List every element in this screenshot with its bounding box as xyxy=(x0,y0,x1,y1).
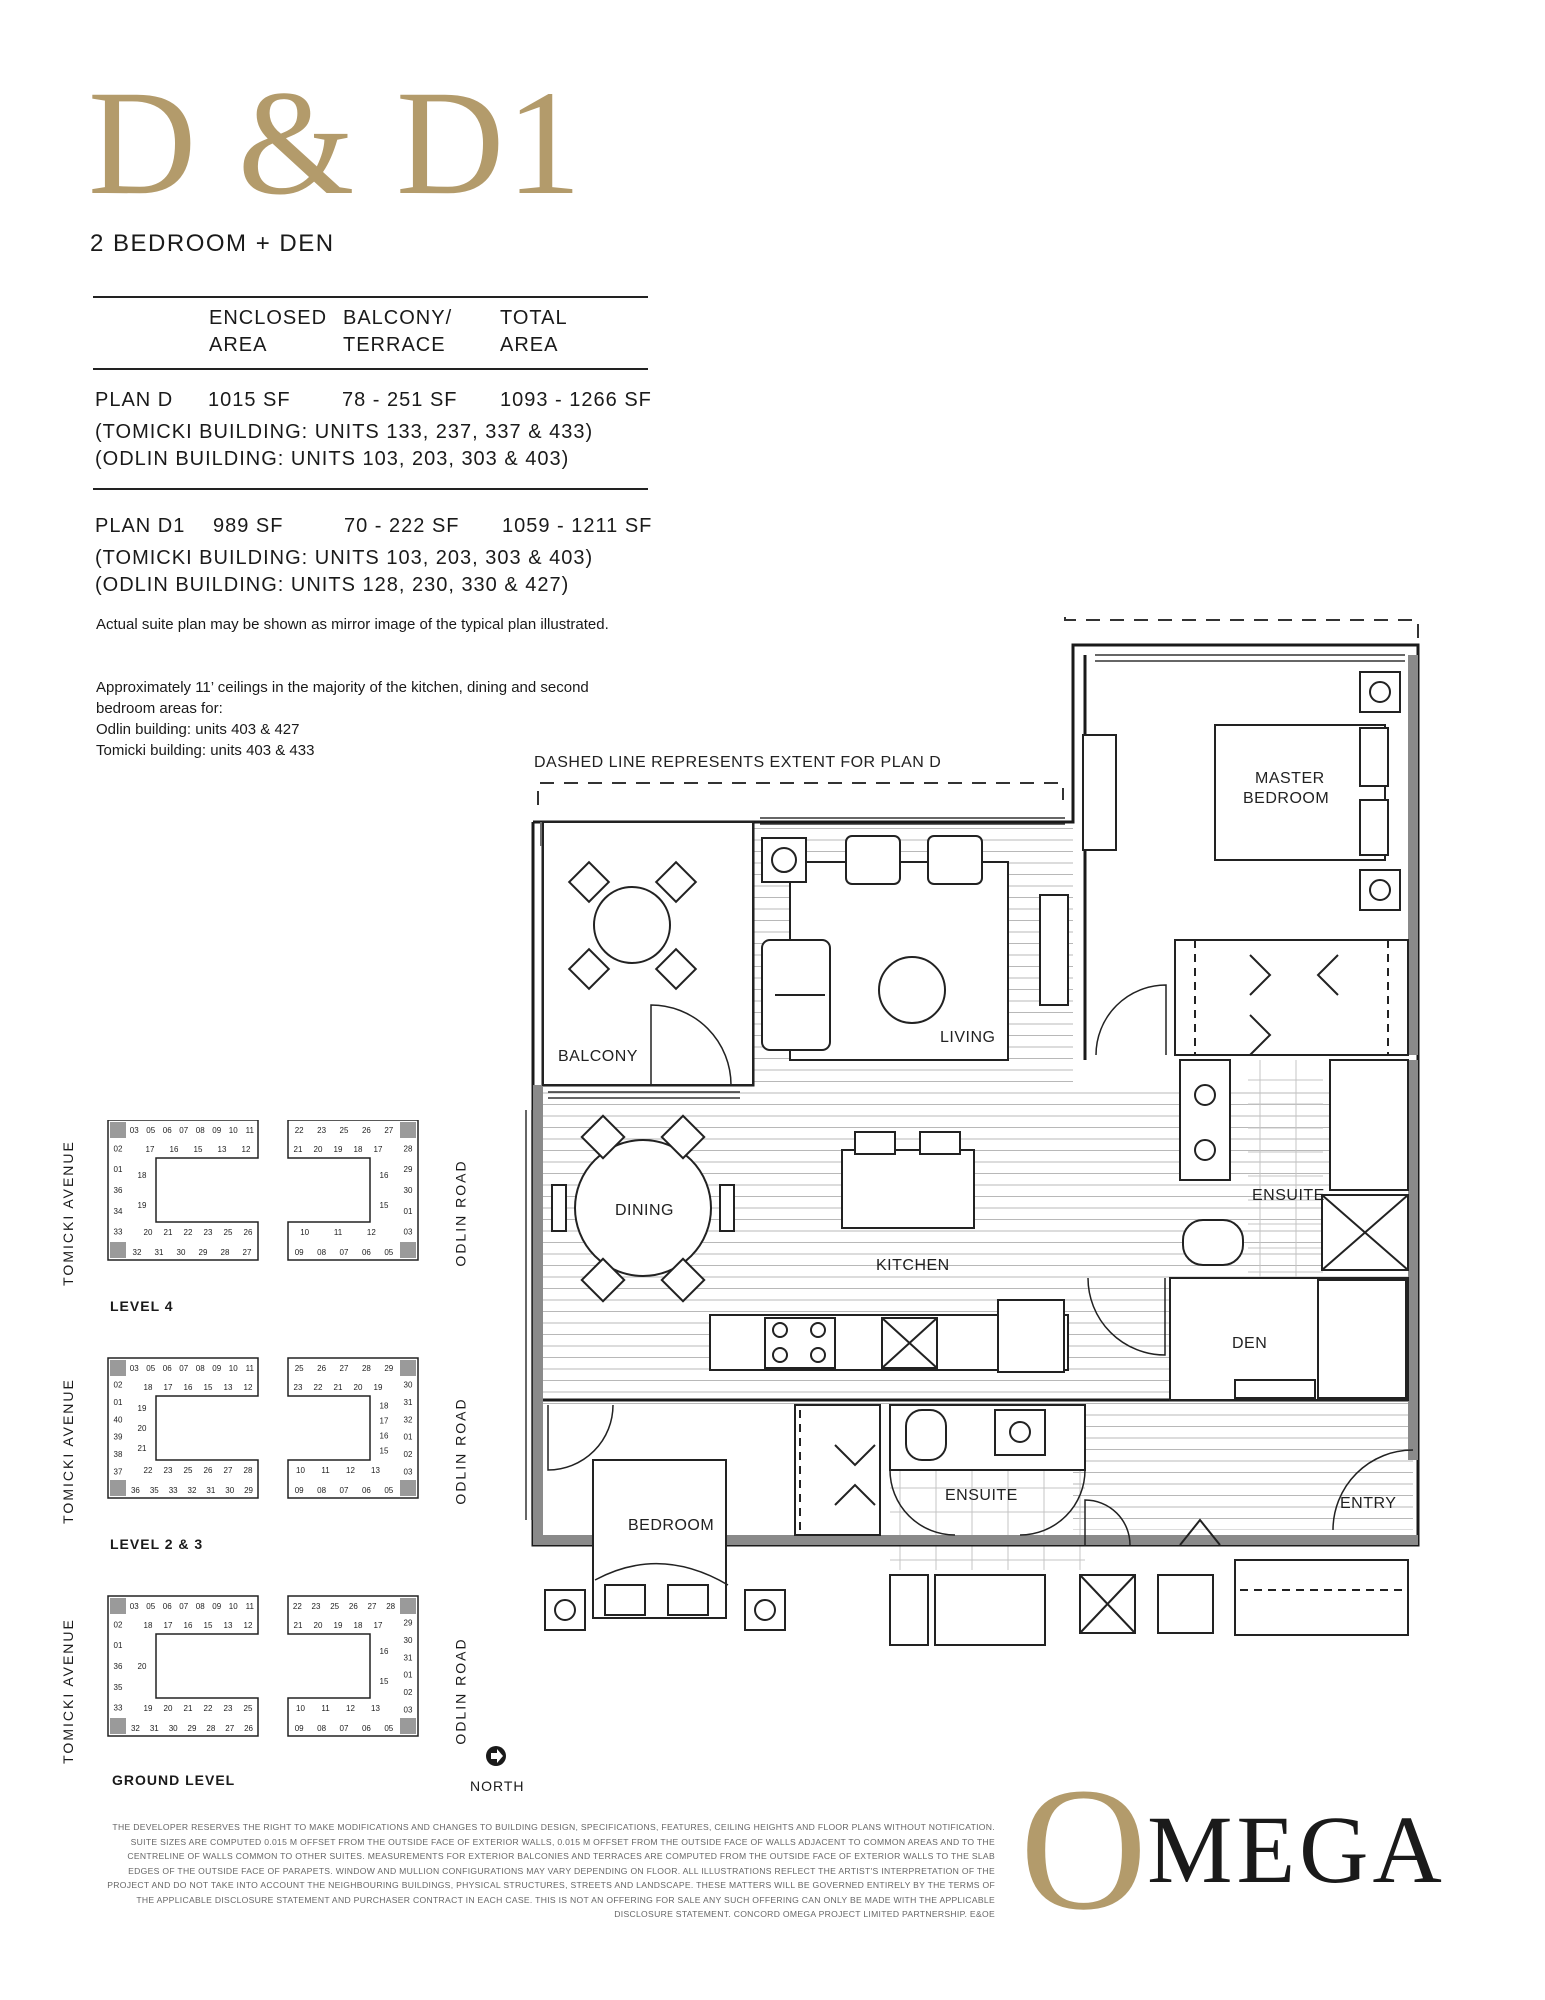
keyplan-building-left xyxy=(108,1120,258,1260)
keyplan-unit-number: 20 xyxy=(143,1228,153,1237)
keyplan-unit-number: 18 xyxy=(379,1401,389,1411)
keyplan-corner-unit xyxy=(110,1598,126,1614)
keyplan-corner-unit xyxy=(400,1598,416,1614)
plan-subtitle: 2 BEDROOM + DEN xyxy=(90,230,335,257)
plan-d-enclosed: 1015 SF xyxy=(208,389,291,411)
column-header-total: TOTAL AREA xyxy=(500,307,568,356)
keyplan-unit-number: 29 xyxy=(384,1364,394,1373)
keyplan-unit-number: 25 xyxy=(243,1704,253,1713)
street-label-odlin-ground: ODLIN ROAD xyxy=(452,1637,469,1745)
keyplan-unit-number: 23 xyxy=(317,1126,327,1135)
room-master-bedroom-line1: MASTER xyxy=(1255,770,1325,787)
keyplan-unit-number: 10 xyxy=(300,1228,310,1237)
keyplan-unit-number: 31 xyxy=(403,1398,413,1407)
plan-title: D & D1 xyxy=(88,60,584,226)
keyplan-unit-number: 22 xyxy=(183,1228,193,1237)
keyplan-unit-number: 09 xyxy=(294,1486,304,1495)
room-balcony: BALCONY xyxy=(558,1048,638,1065)
dashed-line-note: DASHED LINE REPRESENTS EXTENT FOR PLAN D xyxy=(534,754,942,771)
keyplan-unit-number: 16 xyxy=(379,1171,389,1180)
room-living: LIVING xyxy=(940,1029,996,1046)
keyplan-unit-number: 02 xyxy=(113,1380,123,1390)
master-closets xyxy=(1175,940,1408,1055)
keyplan-unit-number: 26 xyxy=(361,1126,371,1135)
room-kitchen: KITCHEN xyxy=(876,1257,950,1274)
plan-d-units-tomicki: (TOMICKI BUILDING: UNITS 133, 237, 337 & 433) xyxy=(95,421,594,443)
laundry xyxy=(1080,1560,1408,1635)
keyplan-unit-number: 37 xyxy=(113,1467,123,1477)
keyplan-unit-number: 38 xyxy=(113,1450,123,1459)
keyplan-unit-number: 28 xyxy=(206,1724,216,1733)
keyplan-unit-number: 11 xyxy=(333,1228,343,1237)
keyplan-unit-number: 12 xyxy=(243,1621,253,1630)
keyplan-corner-unit xyxy=(110,1242,126,1258)
keyplan-unit-number: 05 xyxy=(146,1126,156,1135)
keyplan-unit-number: 10 xyxy=(296,1704,305,1713)
keyplan-building-left xyxy=(108,1596,258,1736)
plan-d-total: 1093 - 1266 SF xyxy=(500,389,652,411)
keyplan-unit-number: 17 xyxy=(163,1621,173,1630)
keyplan-unit-number: 12 xyxy=(243,1383,253,1392)
keyplan-unit-number: 02 xyxy=(113,1620,123,1630)
keyplan-unit-number: 27 xyxy=(367,1602,377,1611)
keyplan-unit-number: 22 xyxy=(143,1466,153,1475)
keyplan-unit-number: 30 xyxy=(403,1186,413,1195)
keyplan-unit-number: 12 xyxy=(366,1228,376,1237)
plan-d1-balcony: 70 - 222 SF xyxy=(344,515,460,537)
keyplan-unit-number: 01 xyxy=(113,1165,123,1175)
keyplan-unit-number: 03 xyxy=(129,1602,139,1611)
keyplan-unit-number: 07 xyxy=(339,1486,349,1495)
master-bedroom-furniture xyxy=(1083,672,1400,910)
keyplan-unit-number: 23 xyxy=(163,1466,173,1475)
keyplan-unit-number: 33 xyxy=(168,1486,178,1495)
keyplan-corner-unit xyxy=(400,1480,416,1496)
keyplan-unit-number: 10 xyxy=(228,1602,238,1611)
plan-d1-units-odlin: (ODLIN BUILDING: UNITS 128, 230, 330 & 427) xyxy=(95,574,570,596)
keyplan-unit-number: 29 xyxy=(244,1486,254,1495)
plan-d1-units-tomicki: (TOMICKI BUILDING: UNITS 103, 203, 303 & 403) xyxy=(95,547,594,569)
keyplan-unit-number: 26 xyxy=(317,1364,327,1373)
keyplan-unit-number: 26 xyxy=(203,1466,213,1475)
plan-d1-total: 1059 - 1211 SF xyxy=(502,515,653,537)
keyplan-unit-number: 25 xyxy=(183,1466,193,1475)
keyplan-unit-number: 11 xyxy=(245,1602,254,1611)
keyplan-unit-number: 05 xyxy=(146,1602,156,1611)
keyplan-unit-number: 15 xyxy=(379,1677,389,1686)
room-den: DEN xyxy=(1232,1335,1268,1352)
keyplan-unit-number: 29 xyxy=(403,1618,413,1628)
room-master-bedroom-line2: BEDROOM xyxy=(1243,790,1330,807)
keyplan-unit-number: 19 xyxy=(137,1404,147,1413)
keyplan-unit-number: 11 xyxy=(245,1126,254,1135)
keyplan-unit-number: 09 xyxy=(212,1364,222,1373)
keyplan-unit-number: 27 xyxy=(225,1724,235,1733)
keyplan-unit-number: 20 xyxy=(137,1424,147,1433)
keyplan-unit-number: 15 xyxy=(203,1621,213,1630)
keyplan-unit-number: 07 xyxy=(179,1364,189,1373)
keyplan-unit-number: 27 xyxy=(384,1126,394,1135)
logo-wordmark: MEGA xyxy=(1147,1796,1446,1903)
keyplan-unit-number: 15 xyxy=(379,1201,389,1210)
keyplan-unit-number: 03 xyxy=(403,1227,413,1237)
street-label-tomicki-level-2-3: TOMICKI AVENUE xyxy=(59,1378,76,1524)
keyplan-unit-number: 17 xyxy=(163,1383,173,1392)
keyplan-unit-number: 30 xyxy=(403,1636,413,1645)
keyplan-corner-unit xyxy=(400,1242,416,1258)
keyplan-unit-number: 15 xyxy=(379,1446,389,1456)
keyplan-unit-number: 13 xyxy=(223,1621,233,1630)
keyplan-caption-ground: GROUND LEVEL xyxy=(112,1772,236,1788)
keyplan-unit-number: 23 xyxy=(223,1704,233,1713)
keyplan-unit-number: 25 xyxy=(223,1228,233,1237)
keyplan-unit-number: 28 xyxy=(220,1248,230,1257)
mirror-note: Actual suite plan may be shown as mirror image of the typical plan illustrated. xyxy=(96,616,609,633)
keyplan-unit-number: 30 xyxy=(176,1248,186,1257)
keyplan-unit-number: 17 xyxy=(373,1621,383,1630)
keyplan-unit-number: 10 xyxy=(228,1126,238,1135)
keyplan-unit-number: 01 xyxy=(403,1206,413,1216)
keyplan-unit-number: 28 xyxy=(386,1602,396,1611)
keyplan-unit-number: 20 xyxy=(353,1383,363,1392)
keyplan-unit-number: 07 xyxy=(179,1126,189,1135)
keyplan-unit-number: 11 xyxy=(245,1364,254,1373)
keyplan-unit-number: 03 xyxy=(403,1705,413,1715)
keyplan-unit-number: 08 xyxy=(317,1248,327,1257)
keyplan-building-right xyxy=(288,1358,418,1498)
keyplan-unit-number: 06 xyxy=(361,1486,371,1495)
keyplan-unit-number: 13 xyxy=(223,1383,233,1392)
keyplan-unit-number: 20 xyxy=(137,1662,147,1671)
keyplan-unit-number: 21 xyxy=(293,1145,303,1154)
master-closet-door xyxy=(1096,985,1166,1055)
keyplan-unit-number: 33 xyxy=(113,1703,123,1713)
keyplan-unit-number: 17 xyxy=(373,1145,383,1154)
keyplan-unit-number: 18 xyxy=(137,1171,147,1180)
room-dining: DINING xyxy=(615,1202,674,1219)
keyplan-unit-number: 11 xyxy=(321,1466,330,1475)
keyplan-unit-number: 16 xyxy=(379,1431,389,1441)
keyplan-unit-number: 13 xyxy=(371,1466,380,1475)
keyplan-unit-number: 01 xyxy=(403,1670,413,1680)
keyplan-corner-unit xyxy=(110,1718,126,1734)
keyplan-unit-number: 16 xyxy=(183,1383,193,1392)
keyplan-unit-number: 13 xyxy=(217,1145,227,1154)
keyplan-unit-number: 18 xyxy=(353,1621,363,1630)
keyplan-unit-number: 16 xyxy=(169,1145,179,1154)
keyplan-unit-number: 22 xyxy=(294,1126,304,1135)
keyplan-unit-number: 33 xyxy=(113,1227,123,1237)
keyplan-unit-number: 23 xyxy=(311,1602,321,1611)
keyplan-unit-number: 29 xyxy=(403,1165,413,1175)
keyplan-unit-number: 27 xyxy=(223,1466,233,1475)
keyplan-building-right xyxy=(288,1596,418,1736)
keyplan-unit-number: 16 xyxy=(183,1621,193,1630)
keyplan-unit-number: 06 xyxy=(162,1126,172,1135)
keyplan-unit-number: 22 xyxy=(313,1383,323,1392)
keyplan-unit-number: 39 xyxy=(113,1432,123,1442)
north-arrow-icon xyxy=(484,1744,508,1768)
keyplan-unit-number: 26 xyxy=(243,1228,253,1237)
keyplan-unit-number: 36 xyxy=(113,1662,123,1671)
keyplan-unit-number: 35 xyxy=(113,1682,123,1692)
keyplan-corner-unit xyxy=(110,1480,126,1496)
keyplan-unit-number: 35 xyxy=(149,1486,159,1495)
keyplan-unit-number: 26 xyxy=(244,1724,254,1733)
keyplan-unit-number: 18 xyxy=(353,1145,363,1154)
key-plans xyxy=(60,1120,480,1800)
street-label-odlin-level-4: ODLIN ROAD xyxy=(452,1159,469,1267)
plan-d1-enclosed: 989 SF xyxy=(213,515,284,537)
keyplan-unit-number: 20 xyxy=(163,1704,173,1713)
keyplan-unit-number: 19 xyxy=(143,1704,153,1713)
keyplan-unit-number: 09 xyxy=(294,1724,304,1733)
keyplan-unit-number: 31 xyxy=(403,1653,413,1663)
keyplan-corner-unit xyxy=(400,1360,416,1376)
room-second-ensuite: ENSUITE xyxy=(945,1487,1018,1504)
keyplan-unit-number: 13 xyxy=(371,1704,380,1713)
keyplan-unit-number: 19 xyxy=(137,1201,147,1210)
keyplan-unit-number: 03 xyxy=(129,1364,139,1373)
keyplan-unit-number: 01 xyxy=(113,1398,123,1407)
keyplan-unit-number: 30 xyxy=(168,1724,178,1733)
keyplan-unit-number: 20 xyxy=(313,1621,323,1630)
keyplan-unit-number: 05 xyxy=(384,1724,394,1733)
keyplan-corner-unit xyxy=(400,1718,416,1734)
keyplan-unit-number: 21 xyxy=(333,1383,343,1392)
logo-initial: O xyxy=(1020,1752,1148,1947)
street-label-tomicki-ground: TOMICKI AVENUE xyxy=(59,1618,76,1764)
keyplan-unit-number: 17 xyxy=(379,1416,389,1426)
keyplan-building-left xyxy=(108,1358,258,1498)
keyplan-unit-number: 05 xyxy=(384,1486,394,1495)
plan-d-balcony: 78 - 251 SF xyxy=(342,389,458,411)
keyplan-unit-number: 18 xyxy=(143,1383,153,1392)
keyplan-unit-number: 01 xyxy=(403,1432,413,1442)
keyplan-unit-number: 21 xyxy=(183,1704,193,1713)
keyplan-unit-number: 07 xyxy=(339,1724,349,1733)
keyplan-unit-number: 10 xyxy=(296,1466,305,1475)
plan-d-units-odlin: (ODLIN BUILDING: UNITS 103, 203, 303 & 403) xyxy=(95,448,570,470)
keyplan-unit-number: 08 xyxy=(195,1602,205,1611)
keyplan-unit-number: 06 xyxy=(162,1364,172,1373)
room-bedroom: BEDROOM xyxy=(628,1517,715,1534)
keyplan-unit-number: 05 xyxy=(384,1248,394,1257)
keyplan-unit-number: 09 xyxy=(212,1126,222,1135)
keyplan-unit-number: 29 xyxy=(187,1724,197,1733)
keyplan-unit-number: 08 xyxy=(195,1364,205,1373)
keyplan-unit-number: 23 xyxy=(293,1383,303,1392)
room-entry: ENTRY xyxy=(1340,1495,1397,1512)
keyplan-unit-number: 02 xyxy=(403,1688,413,1697)
keyplan-unit-number: 06 xyxy=(361,1724,371,1733)
keyplan-unit-number: 19 xyxy=(333,1621,343,1630)
plan-d1-name: PLAN D1 xyxy=(95,515,186,537)
keyplan-unit-number: 32 xyxy=(403,1415,413,1425)
keyplan-unit-number: 19 xyxy=(373,1383,383,1392)
keyplan-unit-number: 22 xyxy=(292,1602,302,1611)
keyplan-unit-number: 08 xyxy=(317,1724,327,1733)
den xyxy=(1170,1278,1408,1400)
keyplan-unit-number: 22 xyxy=(203,1704,213,1713)
keyplan-corner-unit xyxy=(400,1122,416,1138)
keyplan-unit-number: 10 xyxy=(228,1364,238,1373)
keyplan-unit-number: 40 xyxy=(113,1415,123,1425)
column-header-balcony: BALCONY/ TERRACE xyxy=(343,307,453,356)
legal-disclaimer: THE DEVELOPER RESERVES THE RIGHT TO MAKE MODIFICATIONS AND CHANGES TO BUILDING DESIGN, SPECIFICATIONS, FEATURES, CEILING HEIGHTS AND FLOOR PLANS WITHOUT NOTIFICATION. SUITE SIZES ARE COMPUTED 0.015 M OFFSET FROM THE OUTSIDE FACE OF EXTERIOR WALLS, 0.015 M OFFSET FROM THE OUTSIDE FACE OF WALLS ADJACENT TO COMMON AREAS AND TO THE CENTRELINE OF WALLS COMMON TO OTHER SUITES. MEASUREMENTS FOR EXTERIOR BALCONIES AND TERRACES ARE COMPUTED FROM THE OUTSIDE FACE OF EXTERIOR WALLS TO THE SLAB EDGES OF THE OUTSIDE FACE OF PARAPETS. WINDOW AND MULLION CONFIGURATIONS MAY VARY DEPENDING ON FLOOR. ALL ILLUSTRATIONS REFLECT THE ARTIST'S INTERPRETATION OF THE PROJECT AND DO NOT TAKE INTO ACCOUNT THE NEIGHBOURING BUILDINGS, PHYSICAL STRUCTURES, STREETS AND LANDSCAPE. THESE MATTERS WILL BE GOVERNED ENTIRELY BY THE TERMS OF THE APPLICABLE DISCLOSURE STATEMENT AND PURCHASER CONTRACT IN EACH CASE. THIS IS NOT AN OFFERING FOR SALE ANY SUCH OFFERING CAN ONLY BE MADE WITH THE APPLICABLE DISCLOSURE STATEMENT. CONCORD OMEGA PROJECT LIMITED PARTNERSHIP. E&OE xyxy=(107,1822,995,1919)
street-label-odlin-level-2-3: ODLIN ROAD xyxy=(452,1397,469,1505)
keyplan-unit-number: 32 xyxy=(187,1486,197,1495)
keyplan-unit-number: 28 xyxy=(403,1144,413,1154)
keyplan-unit-number: 12 xyxy=(241,1145,251,1154)
keyplan-unit-number: 02 xyxy=(403,1450,413,1459)
keyplan-unit-number: 21 xyxy=(163,1228,173,1237)
column-header-enclosed: ENCLOSED AREA xyxy=(209,307,328,356)
keyplan-unit-number: 06 xyxy=(361,1248,371,1257)
keyplan-unit-number: 27 xyxy=(339,1364,349,1373)
room-master-ensuite: ENSUITE xyxy=(1252,1187,1325,1204)
keyplan-unit-number: 32 xyxy=(132,1248,142,1257)
north-label: NORTH xyxy=(470,1778,525,1794)
keyplan-unit-number: 25 xyxy=(330,1602,340,1611)
keyplan-unit-number: 07 xyxy=(179,1602,189,1611)
plan-d-name: PLAN D xyxy=(95,389,174,411)
keyplan-caption-level-2-3: LEVEL 2 & 3 xyxy=(110,1536,204,1552)
keyplan-unit-number: 16 xyxy=(379,1647,389,1656)
keyplan-unit-number: 30 xyxy=(403,1380,413,1390)
keyplan-unit-number: 12 xyxy=(346,1466,355,1475)
keyplan-unit-number: 08 xyxy=(195,1126,205,1135)
ceiling-note: Approximately 11’ ceilings in the majority of the kitchen, dining and second bedroom areas for: Odlin building: units 403 & 427 Tomicki building: units 403 & 433 xyxy=(96,679,589,759)
keyplan-unit-number: 18 xyxy=(143,1621,153,1630)
keyplan-caption-level-4: LEVEL 4 xyxy=(110,1298,174,1314)
keyplan-corner-unit xyxy=(110,1360,126,1376)
keyplan-unit-number: 34 xyxy=(113,1206,123,1216)
keyplan-unit-number: 02 xyxy=(113,1144,123,1154)
keyplan-unit-number: 25 xyxy=(339,1126,349,1135)
keyplan-unit-number: 31 xyxy=(154,1248,164,1257)
keyplan-unit-number: 28 xyxy=(361,1364,371,1373)
keyplan-unit-number: 23 xyxy=(203,1228,213,1237)
keyplan-unit-number: 26 xyxy=(348,1602,358,1611)
keyplan-unit-number: 27 xyxy=(242,1248,252,1257)
keyplan-unit-number: 09 xyxy=(212,1602,222,1611)
keyplan-unit-number: 21 xyxy=(137,1444,147,1453)
keyplan-unit-number: 32 xyxy=(130,1724,140,1733)
keyplan-unit-number: 03 xyxy=(403,1467,413,1477)
keyplan-unit-number: 36 xyxy=(113,1186,123,1195)
keyplan-unit-number: 25 xyxy=(294,1364,304,1373)
keyplan-unit-number: 07 xyxy=(339,1248,349,1257)
keyplan-unit-number: 17 xyxy=(145,1145,155,1154)
keyplan-unit-number: 11 xyxy=(321,1704,330,1713)
keyplan-unit-number: 06 xyxy=(162,1602,172,1611)
bedroom-closet xyxy=(795,1405,880,1535)
keyplan-unit-number: 31 xyxy=(149,1724,159,1733)
keyplan-unit-number: 01 xyxy=(113,1641,123,1651)
keyplan-unit-number: 09 xyxy=(294,1248,304,1257)
keyplan-unit-number: 29 xyxy=(198,1248,208,1257)
keyplan-corner-unit xyxy=(110,1122,126,1138)
keyplan-building-right xyxy=(288,1120,418,1260)
keyplan-unit-number: 12 xyxy=(346,1704,355,1713)
omega-logo xyxy=(1020,1752,1446,1947)
keyplan-unit-number: 20 xyxy=(313,1145,323,1154)
keyplan-unit-number: 19 xyxy=(333,1145,343,1154)
keyplan-unit-number: 08 xyxy=(317,1486,327,1495)
keyplan-unit-number: 31 xyxy=(206,1486,216,1495)
keyplan-unit-number: 15 xyxy=(203,1383,213,1392)
keyplan-unit-number: 30 xyxy=(225,1486,235,1495)
keyplan-unit-number: 36 xyxy=(130,1486,140,1495)
keyplan-unit-number: 28 xyxy=(243,1466,253,1475)
keyplan-unit-number: 03 xyxy=(129,1126,139,1135)
keyplan-unit-number: 05 xyxy=(146,1364,156,1373)
street-label-tomicki-level-4: TOMICKI AVENUE xyxy=(59,1140,76,1286)
keyplan-unit-number: 21 xyxy=(293,1621,303,1630)
keyplan-unit-number: 15 xyxy=(193,1145,203,1154)
